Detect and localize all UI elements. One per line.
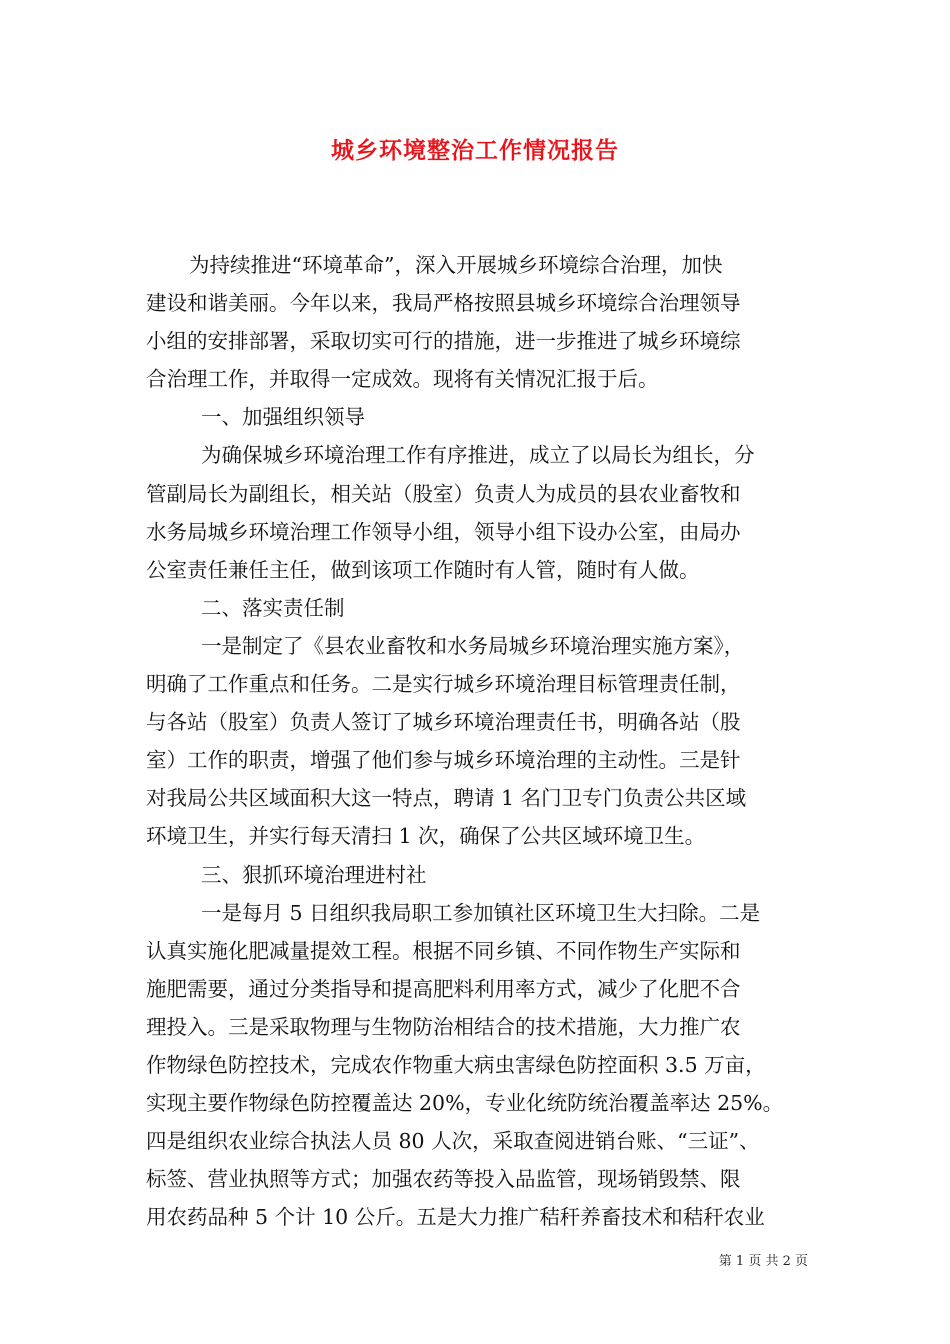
- page-number-footer: 第 1 页 共 2 页: [718, 1254, 808, 1269]
- text-line: 作物绿色防控技术，完成农作物重大病虫害绿色防控面积 3.5 万亩，: [146, 1052, 766, 1077]
- text-line: 用农药品种 5 个计 10 公斤。五是大力推广秸秆养畜技术和秸秆农业: [146, 1205, 765, 1230]
- text-line: 建设和谐美丽。今年以来，我局严格按照县城乡环境综合治理领导: [146, 291, 741, 316]
- section-heading: 二、落实责任制: [201, 595, 345, 620]
- text-line: 实现主要作物绿色防控覆盖达 20%，专业化统防统治覆盖率达 25%。: [146, 1091, 784, 1116]
- text-line: 小组的安排部署，采取切实可行的措施，进一步推进了城乡环境综: [146, 329, 741, 354]
- text-line: 对我局公共区域面积大这一特点，聘请 1 名门卫专门负责公共区域: [146, 786, 747, 811]
- text-line: 标签、营业执照等方式；加强农药等投入品监管，现场销毁禁、限: [146, 1167, 741, 1192]
- text-line: 一是制定了《县农业畜牧和水务局城乡环境治理实施方案》，: [201, 633, 745, 658]
- text-line: 四是组织农业综合执法人员 80 人次，采取查阅进销台账、“三证”、: [146, 1129, 760, 1154]
- text-line: 明确了工作重点和任务。二是实行城乡环境治理目标管理责任制，: [146, 672, 741, 697]
- text-line: 施肥需要，通过分类指导和提高肥料利用率方式，减少了化肥不合: [146, 976, 741, 1001]
- text-line: 水务局城乡环境治理工作领导小组，领导小组下设办公室，由局办: [146, 519, 741, 544]
- text-line: 公室责任兼任主任，做到该项工作随时有人管，随时有人做。: [146, 557, 700, 582]
- text-line: 认真实施化肥减量提效工程。根据不同乡镇、不同作物生产实际和: [146, 938, 741, 963]
- document-title: 城乡环境整治工作情况报告: [331, 137, 619, 164]
- text-line: 为确保城乡环境治理工作有序推进，成立了以局长为组长，分: [201, 443, 755, 468]
- text-line: 管副局长为副组长，相关站（股室）负责人为成员的县农业畜牧和: [146, 481, 741, 506]
- document-body: [146, 246, 808, 1236]
- text-line: 一是每月 5 日组织我局职工参加镇社区环境卫生大扫除。二是: [201, 900, 761, 925]
- section-heading: 一、加强组织领导: [201, 405, 365, 430]
- text-line: 合治理工作，并取得一定成效。现将有关情况汇报于后。: [146, 367, 659, 392]
- text-line: 与各站（股室）负责人签订了城乡环境治理责任书，明确各站（股: [146, 710, 741, 735]
- text-line: 为持续推进“环境革命”，深入开展城乡环境综合治理，加快: [189, 253, 723, 277]
- text-line: 环境卫生，并实行每天清扫 1 次，确保了公共区域环境卫生。: [146, 824, 706, 849]
- text-line: 理投入。三是采取物理与生物防治相结合的技术措施，大力推广农: [146, 1014, 741, 1039]
- section-heading: 三、狠抓环境治理进村社: [201, 862, 427, 887]
- text-line: 室）工作的职责，增强了他们参与城乡环境治理的主动性。三是针: [146, 748, 741, 773]
